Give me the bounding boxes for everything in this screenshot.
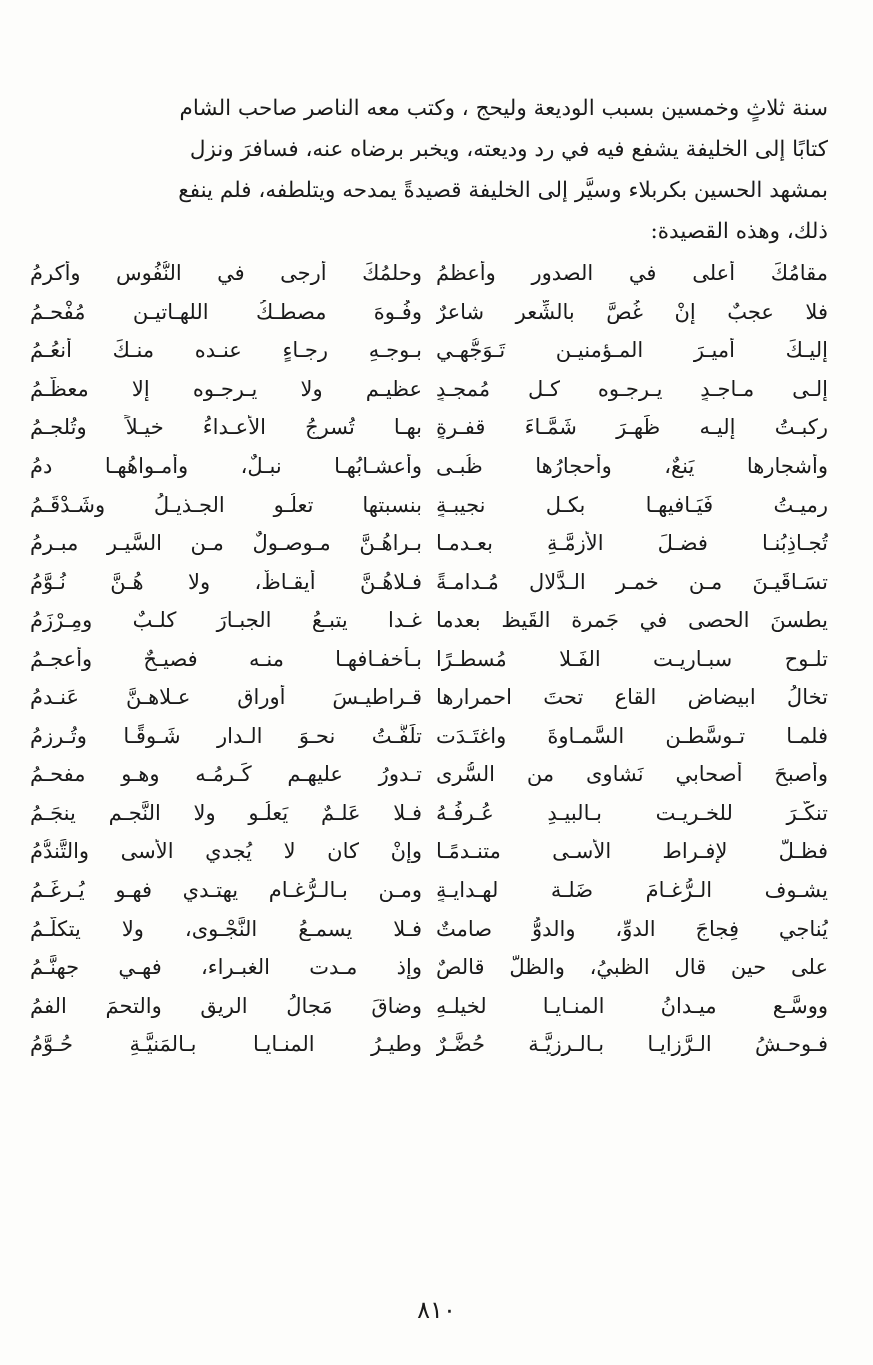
verse-second-hemistich: ومـن بـالـرُّغـام يهتـدي فهـو يُـرغَـمُ — [30, 878, 422, 903]
verse-line — [30, 832, 828, 871]
verse-second-hemistich: قـراطيـسَ أوراق عـلاهـنَّ عَنـدمُ — [30, 685, 422, 710]
verse-second-hemistich: بـراهُـنَّ مـوصـولٌ مـن السَّيـر مبـرمُ — [30, 531, 422, 556]
verse-first-hemistich: فظـلَّ لإفـراط الأسـى متنـدمًـا — [436, 839, 828, 864]
verse-line — [30, 678, 828, 717]
verse-first-hemistich: يشـوف الـرُّغـامَ ضَلـة لهـدايـةٍ — [436, 878, 828, 903]
page-number: ٨١٠ — [417, 1296, 456, 1324]
verse-second-hemistich: وفُـوهَ مصطـكُ اللهـاتيـن مُفْحـمُ — [30, 299, 422, 324]
verse-line — [30, 485, 828, 524]
verse-second-hemistich: بهـا تُسرجُ الأعـداءُ خيـلاً وتُلجـمُ — [30, 415, 422, 440]
poem — [30, 254, 828, 1063]
verse-first-hemistich: تنكَّـرَ للخـريـت بـالبيـدِ عُـرفُـهُ — [436, 800, 828, 825]
verse-line — [30, 601, 828, 640]
verse-line — [30, 524, 828, 563]
verse-line — [30, 562, 828, 601]
verse-second-hemistich: وحلمُكَ أرجى في النُّفُوس وأكرمُ — [30, 261, 422, 286]
verse-second-hemistich: وإنْ كان لا يُجدي الأسى والتَّندُّمُ — [30, 839, 422, 864]
verse-first-hemistich: تسَـاقَيـنَ مـن خمـر الـدَّلال مُـدامـةً — [436, 569, 828, 594]
verse-line — [30, 794, 828, 833]
verse-second-hemistich: بـأخفـافهـا منـه فصيـحٌ وأعجـمُ — [30, 646, 422, 671]
verse-second-hemistich: تلَفَّـتُ نحـوَ الـدار شَـوقًـا وتُـرزمُ — [30, 723, 422, 748]
verse-line — [30, 717, 828, 756]
verse-line — [30, 871, 828, 910]
prose-line: كتابًا إلى الخليفة يشفع فيه في رد وديعته، ويخبر برضاه عنه، فسافرَ ونزل — [189, 137, 828, 162]
prose-line: ذلك، وهذه القصيدة: — [650, 219, 828, 244]
prose-line: بمشهد الحسين بكربلاء وسيَّر إلى الخليفة قصيدةً يمدحه ويتلطفه، فلم ينفع — [178, 178, 828, 203]
prose-line: سنة ثلاثٍ وخمسين بسبب الوديعة وليحج ، وكتب معه الناصر صاحب الشام — [179, 96, 828, 121]
verse-first-hemistich: تلـوح سبـاريـت الفَـلا مُسطـرًا — [436, 646, 828, 671]
verse-second-hemistich: فـلاهُـنَّ أيقـاظٌ، ولا هُـنَّ نُـوَّمُ — [30, 569, 422, 594]
verse-line — [30, 1025, 828, 1064]
verse-line — [30, 948, 828, 987]
verse-first-hemistich: فلا عجبٌ إنْ غُصَّ بالشِّعر شاعرٌ — [436, 299, 828, 324]
verse-first-hemistich: وأشجارها يَنعٌ، وأحجارُها ظُبـى — [436, 454, 828, 478]
verse-first-hemistich: فلمـا تـوسَّطـن السَّمـاوةَ واغتَـدَت — [436, 723, 828, 748]
verse-second-hemistich: فـلا يسمـعُ النَّجْـوى، ولا يتكلَّـمُ — [30, 916, 422, 941]
verse-second-hemistich: بنسبتها تعلُـو الجـذيـلُ وشَـدْقَـمُ — [30, 492, 422, 517]
verse-first-hemistich: إلـى مـاجـدٍ يـرجـوه كـل مُمجـدٍ — [436, 376, 828, 401]
verse-first-hemistich: ركبـتُ إليـه ظَهـرَ شَمَّـاءَ قفـرةٍ — [436, 415, 828, 440]
verse-line — [30, 447, 828, 486]
verse-line — [30, 755, 828, 794]
verse-first-hemistich: تخالُ ابيضاض القاع تحتَ احمرارها — [436, 685, 828, 710]
verse-line — [30, 370, 828, 409]
verse-first-hemistich: مقامُكَ أعلى في الصدور وأعظمُ — [436, 261, 828, 286]
verse-second-hemistich: وأعشـابُهـا نبـلٌ، وأمـواهُهـا دمُ — [30, 454, 422, 478]
verse-second-hemistich: وإذ مـدت الغبـراء، فهـي جهنَّـمُ — [30, 955, 422, 980]
verse-line — [30, 639, 828, 678]
verse-line — [30, 408, 828, 447]
verse-first-hemistich: رميـتُ فَيَـافيهـا بكـل نجيبـةٍ — [436, 492, 828, 517]
verse-first-hemistich: إليـكَ أميـرَ المـؤمنيـن تَـوَجُّهـي — [436, 338, 828, 363]
verse-first-hemistich: فـوحـشُ الـرَّزايـا بـالـرزيَّـة حُضَّـرٌ — [436, 1032, 828, 1057]
verse-first-hemistich: على حين قال الظبيُ، والظلُّ قالصٌ — [436, 955, 828, 980]
verse-first-hemistich: يطسنَ الحصى في جَمرة القَيظ بعدما — [436, 608, 828, 633]
verse-second-hemistich: وضاقَ مَجالُ الريقِ والتحمَ الفمُ — [30, 993, 422, 1018]
verse-second-hemistich: بـوجـهِ رجـاءٍ عنـده منـكَ أنعُـمُ — [30, 338, 422, 363]
verse-first-hemistich: يُناجي فِجاجَ الدوِّ، والدوُّ صامتٌ — [436, 916, 828, 941]
verse-first-hemistich: تُجـاذِبُنـا فضـلَ الأزمَّـةِ بعـدمـا — [436, 531, 828, 556]
verse-first-hemistich: ووسَّـع ميـدانُ المنـايـا لخيلـهِ — [436, 993, 828, 1018]
verse-second-hemistich: عظيـمٍ ولا يـرجـوه إلا معظَّـمُ — [30, 376, 422, 401]
prose-paragraph — [30, 88, 828, 252]
verse-line — [30, 909, 828, 948]
verse-second-hemistich: فـلا عَلـمٌ يَعلُـو ولا النَّجـم ينجَـمُ — [30, 800, 422, 825]
verse-line — [30, 293, 828, 332]
verse-second-hemistich: وطيـرُ المنـايـا بـالمَنيَّـةِ حُـوَّمُ — [30, 1032, 422, 1057]
verse-first-hemistich: وأصبحَ أصحابي نَشاوى من السُّرى — [436, 762, 828, 787]
verse-line — [30, 986, 828, 1025]
verse-second-hemistich: تـدورُ عليهـم كَـرمُـه وهـو مفحـمُ — [30, 762, 422, 787]
verse-line — [30, 254, 828, 293]
verse-line — [30, 331, 828, 370]
verse-second-hemistich: غـدا يتبـعُ الجبـارَ كلـبٌ ومِـرْزَمُ — [30, 608, 422, 633]
